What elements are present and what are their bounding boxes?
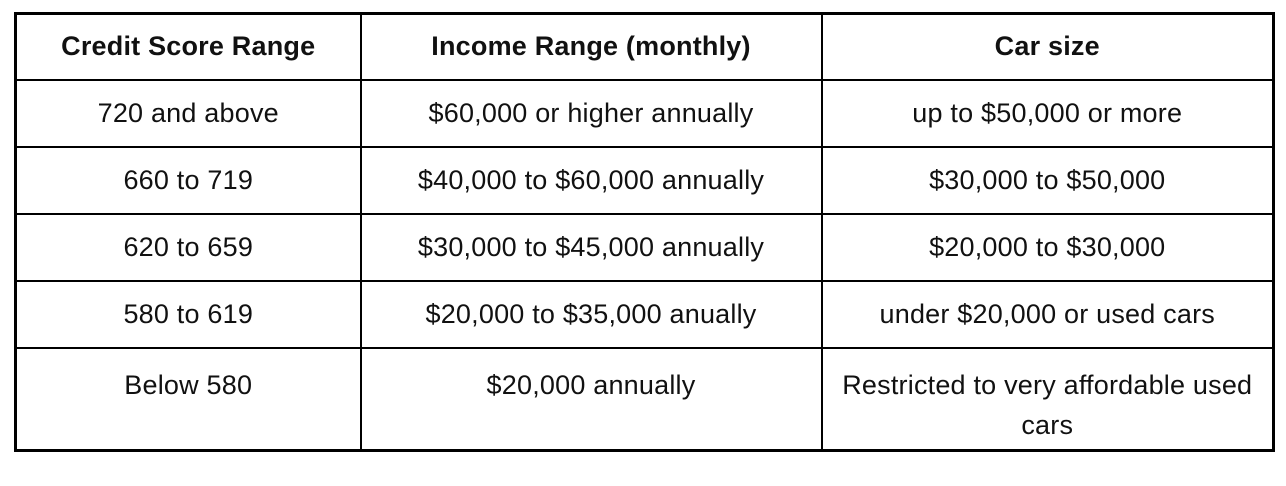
table-row-720-and-above xyxy=(16,80,1274,147)
cell-car-size: up to $50,000 or more xyxy=(822,80,1274,147)
cell-income-range: $60,000 or higher annually xyxy=(361,80,822,147)
table-row-660-to-719 xyxy=(16,147,1274,214)
cell-credit-range: Below 580 xyxy=(16,348,361,451)
cell-income-range: $20,000 to $35,000 anually xyxy=(361,281,822,348)
cell-income-range: $30,000 to $45,000 annually xyxy=(361,214,822,281)
header-car-size: Car size xyxy=(822,14,1274,80)
cell-car-size: under $20,000 or used cars xyxy=(822,281,1274,348)
credit-score-car-table xyxy=(14,12,1275,452)
table-row-580-to-619 xyxy=(16,281,1274,348)
cell-credit-range: 660 to 719 xyxy=(16,147,361,214)
cell-income-range: $40,000 to $60,000 annually xyxy=(361,147,822,214)
cell-income-range: $20,000 annually xyxy=(361,348,822,451)
cell-car-size: $30,000 to $50,000 xyxy=(822,147,1274,214)
cell-car-size: $20,000 to $30,000 xyxy=(822,214,1274,281)
cell-car-size: Restricted to very affordable used cars xyxy=(822,348,1274,451)
cell-credit-range: 720 and above xyxy=(16,80,361,147)
cell-credit-range: 620 to 659 xyxy=(16,214,361,281)
header-credit-score-range: Credit Score Range xyxy=(16,14,361,80)
table-row-620-to-659 xyxy=(16,214,1274,281)
header-row xyxy=(16,14,1274,80)
cell-credit-range: 580 to 619 xyxy=(16,281,361,348)
table-row-below-580 xyxy=(16,348,1274,451)
header-income-range-monthly: Income Range (monthly) xyxy=(361,14,822,80)
